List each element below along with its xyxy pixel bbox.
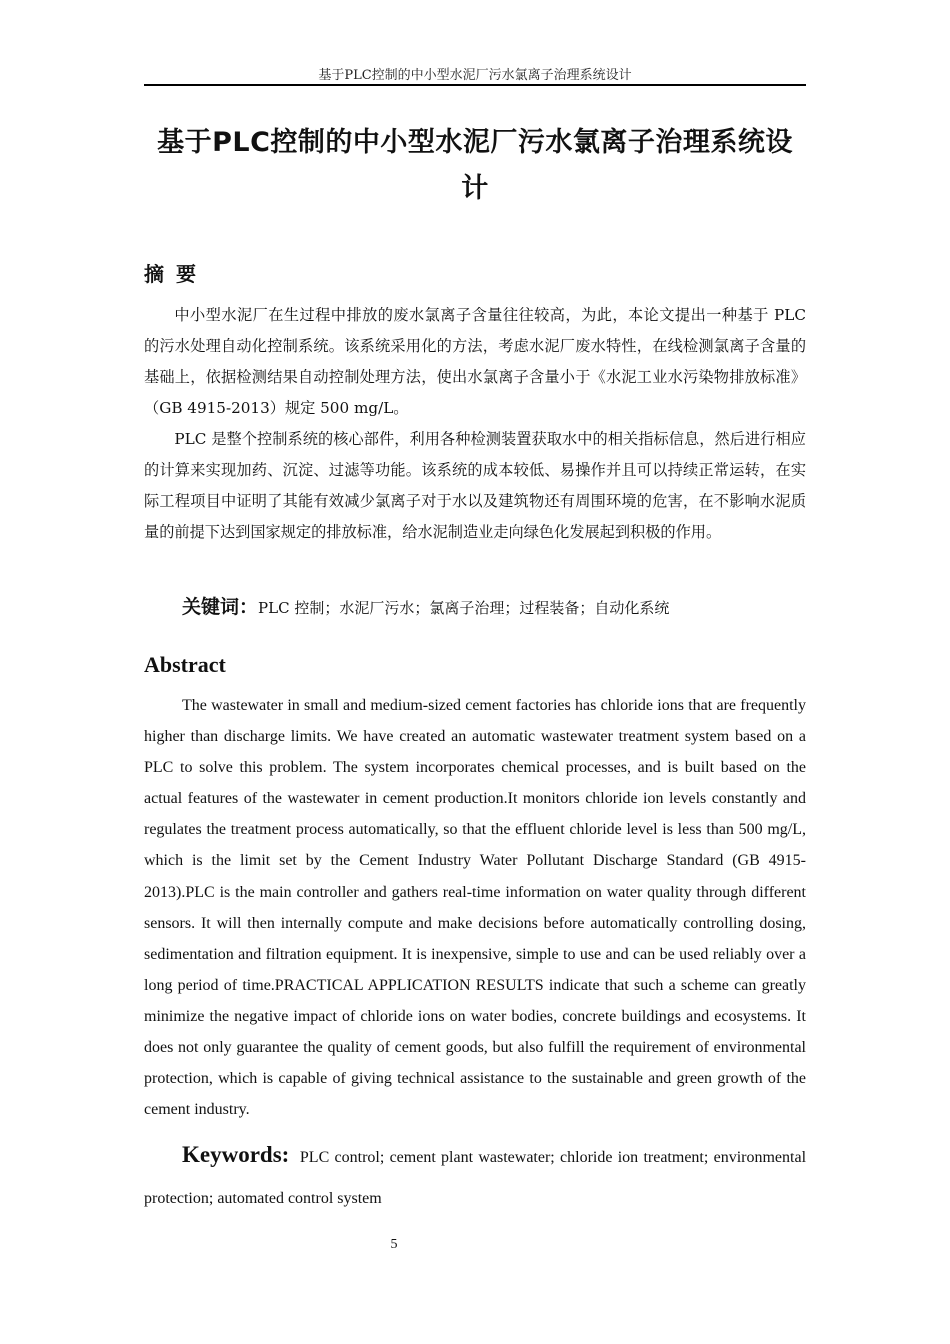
running-header: 基于PLC控制的中小型水泥厂污水氯离子治理系统设计 <box>318 68 632 83</box>
english-keywords <box>144 1134 806 1219</box>
english-abstract-heading: Abstract <box>144 652 226 677</box>
chinese-keywords-label: 关键词： <box>182 596 259 618</box>
header-rule <box>144 84 806 86</box>
english-keywords-label: Keywords: <box>182 1142 290 1167</box>
page-number: 5 <box>390 1237 398 1252</box>
chinese-keywords-list: PLC 控制；水泥厂污水；氯离子治理；过程装备；自动化系统 <box>258 599 670 617</box>
chinese-abstract-body <box>144 300 806 548</box>
chinese-abstract-paragraph-1: 中小型水泥厂在生过程中排放的废水氯离子含量往往较高，为此，本论文提出一种基于 PLC 的污水处理自动化控制系统。该系统采用化的方法，考虑水泥厂废水特性，在线检测氯离子含量的基础上，依据检测结果自动控制处理方法，使出水氯离子含量小于《水泥工业水污染物排放标准》（GB 4915-2013）规定 500 mg/L。 <box>144 306 806 417</box>
english-abstract-body <box>144 690 806 1125</box>
chinese-abstract-paragraph-2: PLC 是整个控制系统的核心部件，利用各种检测装置获取水中的相关指标信息，然后进行相应的计算来实现加药、沉淀、过滤等功能。该系统的成本较低、易操作并且可以持续正常运转，在实际工程项目中证明了其能有效减少氯离子对于水以及建筑物还有周围环境的危害，在不影响水泥质量的前提下达到国家规定的排放标准，给水泥制造业走向绿色化发展起到积极的作用。 <box>144 430 806 541</box>
english-abstract-paragraph: The wastewater in small and medium-sized cement factories has chloride ions that are frequently higher than discharge limits. We have created an automatic wastewater treatment system based on a PLC to solve this problem. The system incorporates chemical processes, and is built based on the actual features of the wastewater in cement production.It monitors chloride ion levels constantly and regulates the treatment process automatically, so that the effluent chloride level is less than 500 mg/L, which is the limit set by the Cement Industry Water Pollutant Discharge Standard (GB 4915-2013).PLC is the main controller and gathers real-time information on water quality through different sensors. It will then internally compute and make decisions before automatically controlling dosing, sedimentation and filtration equipment. It is inexpensive, simple to use and can be used reliably over a long period of time.PRACTICAL APPLICATION RESULTS indicate that such a scheme can greatly minimize the negative impact of chloride ions on water bodies, concrete buildings and ecosystems. It does not only guarantee the quality of cement goods, but also fulfill the requirement of environmental protection, which is capable of giving technical assistance to the sustainable and green growth of the cement industry. <box>144 697 806 1119</box>
document-title: 基于PLC控制的中小型水泥厂污水氯离子治理系统设计 <box>157 127 793 204</box>
chinese-keywords <box>182 592 806 623</box>
chinese-abstract-heading: 摘要 <box>144 262 208 286</box>
english-keywords-list: PLC control; cement plant wastewater; chloride ion treatment; environmental protection; automated control system <box>144 1149 807 1207</box>
